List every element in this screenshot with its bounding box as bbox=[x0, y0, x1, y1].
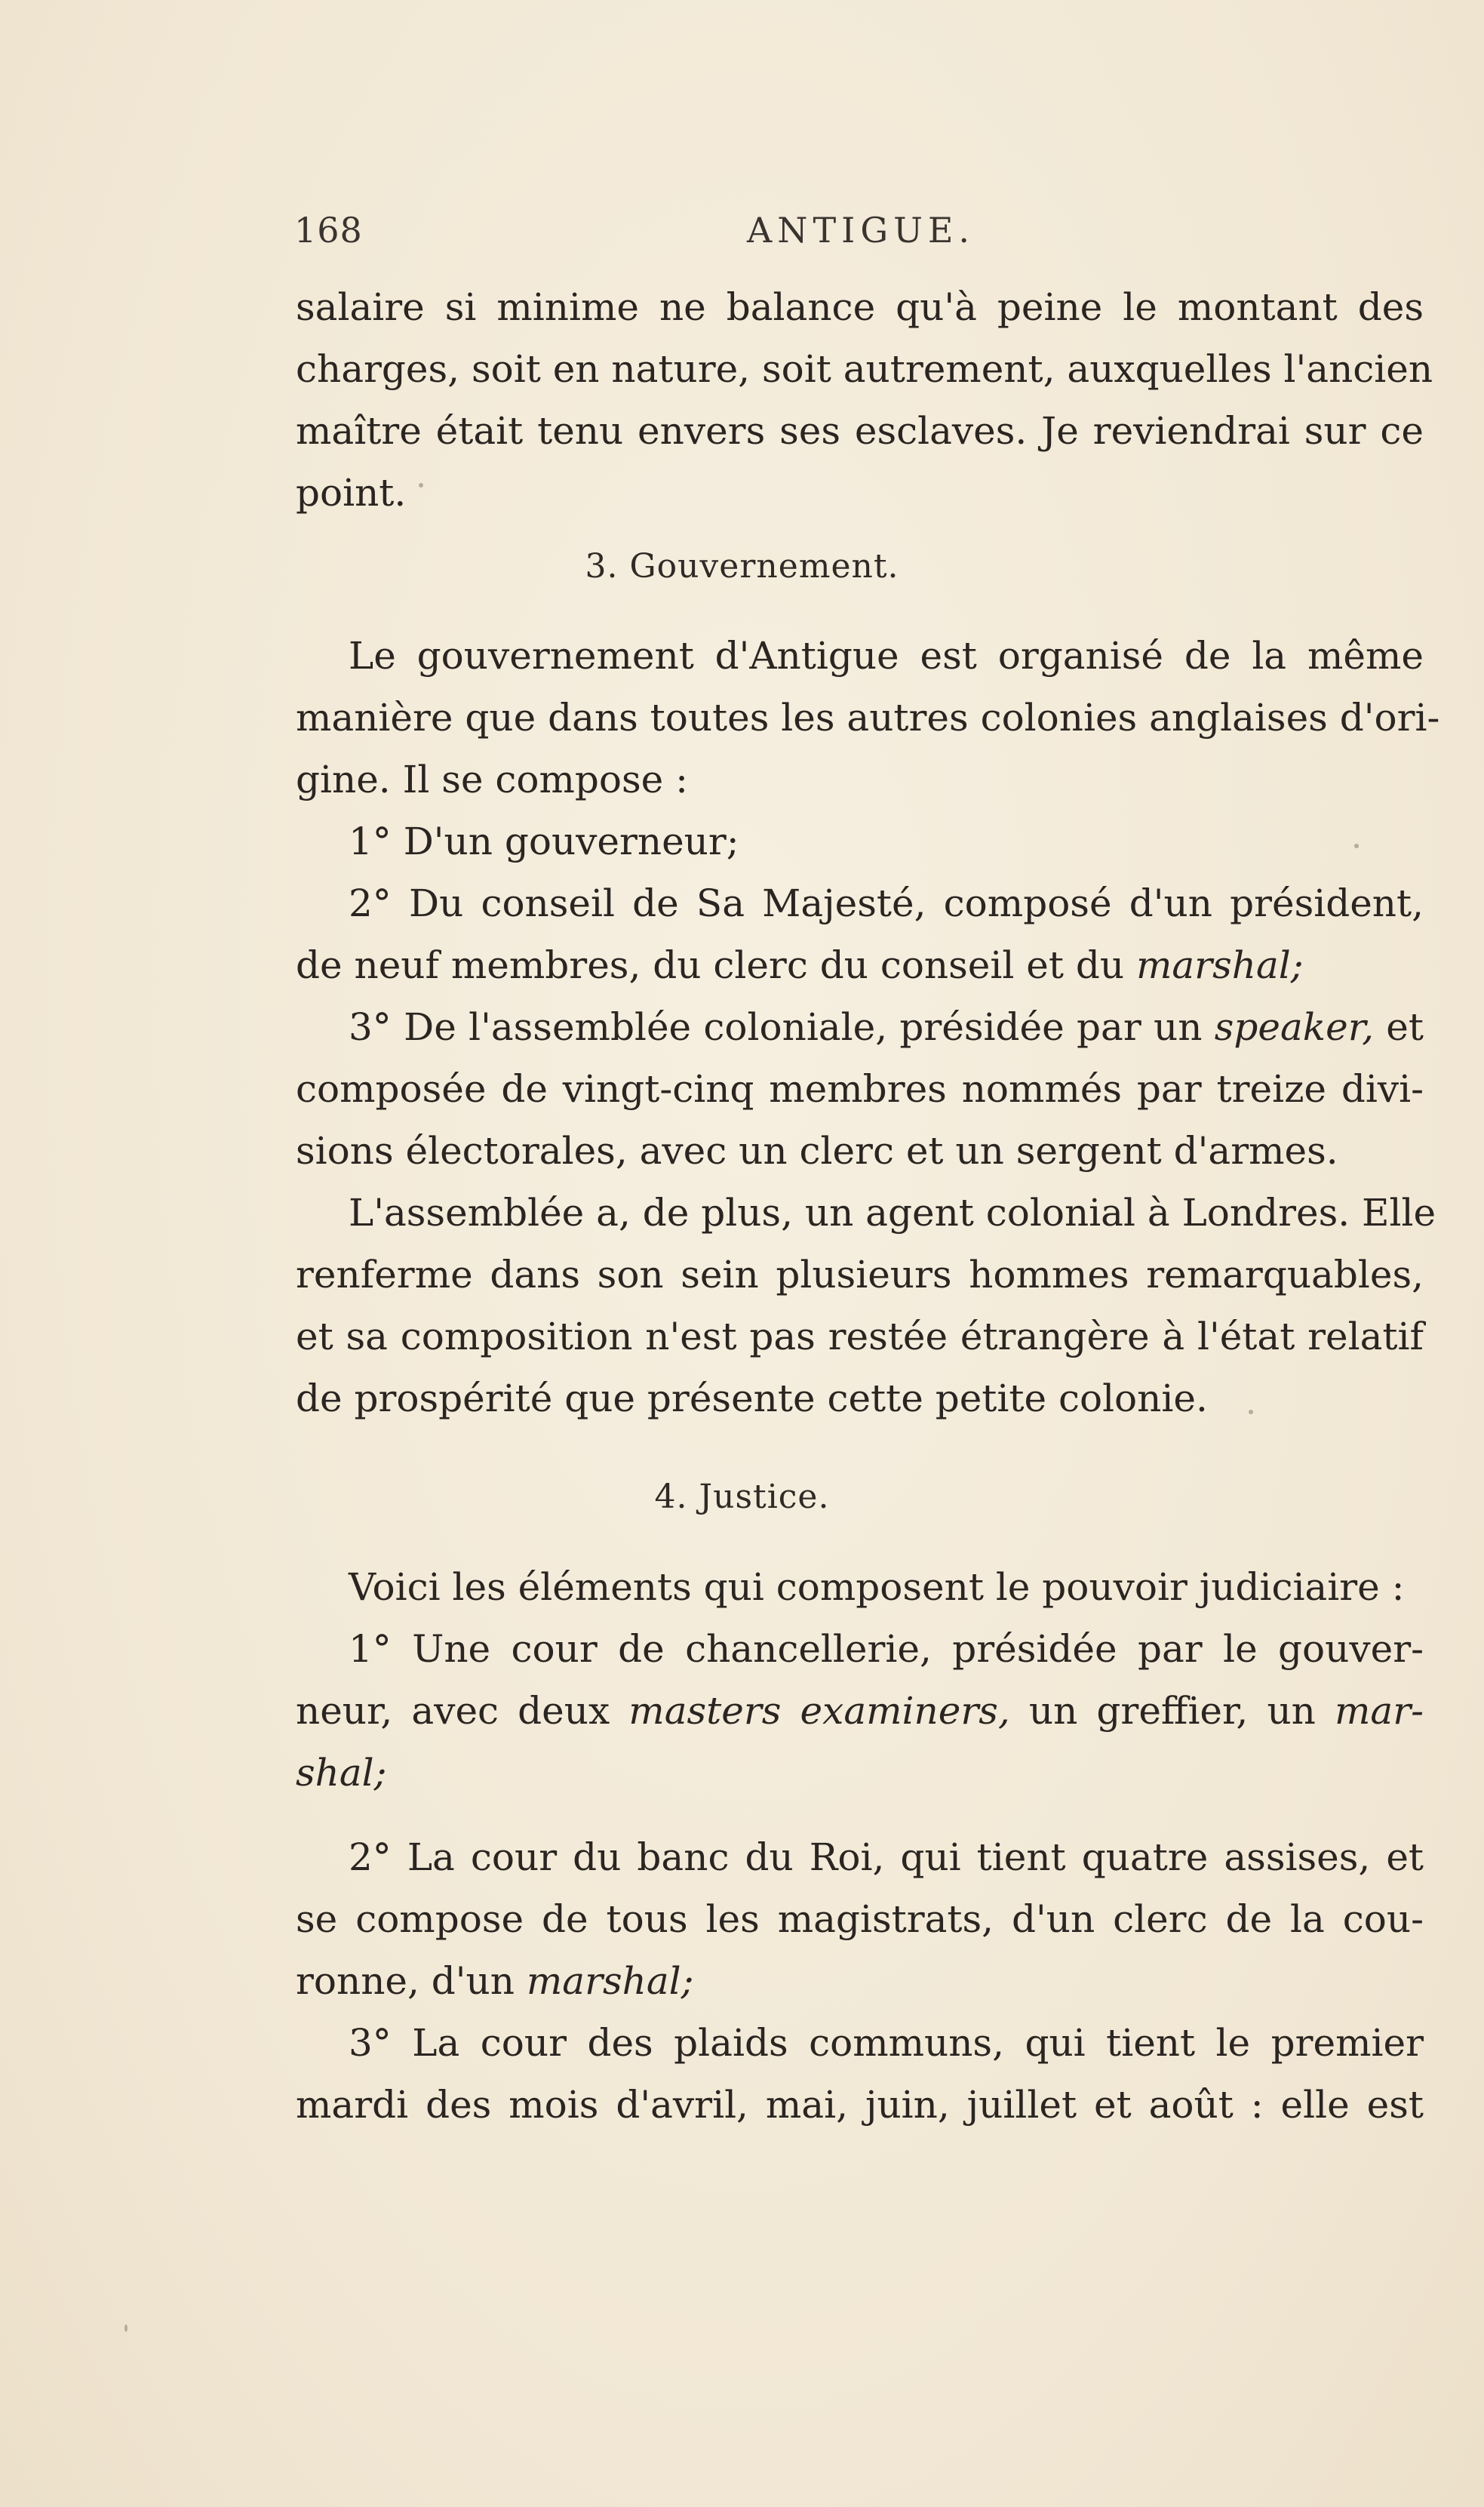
italic-term: mar- bbox=[1334, 1689, 1424, 1733]
text-segment: de neuf membres, du clerc du conseil et du bbox=[296, 943, 1125, 987]
italic-term: masters examiners, bbox=[628, 1689, 1010, 1733]
paragraph-continued bbox=[296, 276, 1433, 524]
text-line: Le gouvernement d'Antigue est organisé de la même bbox=[349, 634, 1424, 678]
text-segment: ronne, d'un bbox=[296, 1959, 515, 2003]
section-heading-justice: 4. Justice. bbox=[654, 1478, 830, 1516]
paper-speck bbox=[419, 483, 423, 488]
page-header bbox=[294, 210, 1426, 263]
text-line bbox=[296, 1680, 1424, 1742]
text-line: manière que dans toutes les autres colonies anglaises d'ori- bbox=[296, 696, 1440, 740]
text-line: composée de vingt-cinq membres nommés par treize divi- bbox=[296, 1067, 1424, 1111]
section-heading-gouvernement: 3. Gouvernement. bbox=[585, 547, 899, 586]
text-line: charges, soit en nature, soit autrement, auxquelles l'ancien bbox=[296, 347, 1433, 391]
text-line: 2° La cour du banc du Roi, qui tient quatre assises, et bbox=[349, 1835, 1424, 1879]
paper-speck bbox=[124, 2324, 128, 2332]
text-line: de prospérité que présente cette petite colonie. bbox=[296, 1377, 1208, 1420]
paper-speck bbox=[1354, 844, 1359, 848]
text-line: L'assemblée a, de plus, un agent colonial à Londres. Elle bbox=[349, 1191, 1436, 1235]
text-line: renferme dans son sein plusieurs hommes remarquables, bbox=[296, 1253, 1424, 1297]
text-segment: 3° De l'assemblée coloniale, présidée par un bbox=[349, 1005, 1203, 1049]
text-line: 3° La cour des plaids communs, qui tient le premier bbox=[349, 2021, 1424, 2065]
text-line bbox=[296, 934, 1424, 996]
text-line: sions électorales, avec un clerc et un sergent d'armes. bbox=[296, 1129, 1338, 1173]
text-line: mardi des mois d'avril, mai, juin, juillet et août : elle est bbox=[296, 2083, 1424, 2127]
text-line: gine. Il se compose : bbox=[296, 758, 688, 801]
text-segment: neur, avec deux bbox=[296, 1689, 610, 1733]
text-segment: et bbox=[1386, 1005, 1424, 1049]
italic-term: speaker, bbox=[1214, 1005, 1374, 1049]
section-gouvernement-body bbox=[296, 625, 1440, 1429]
italic-term: marshal; bbox=[526, 1959, 694, 2003]
text-line: salaire si minime ne balance qu'à peine le montant des bbox=[296, 285, 1424, 329]
text-line bbox=[296, 996, 1424, 1058]
italic-term: shal; bbox=[296, 1751, 387, 1795]
running-title: ANTIGUE. bbox=[747, 210, 976, 251]
text-line: 1° D'un gouverneur; bbox=[349, 820, 739, 863]
italic-term: marshal; bbox=[1135, 943, 1304, 987]
paper-speck bbox=[1249, 1410, 1253, 1414]
text-line bbox=[296, 1742, 1424, 1804]
text-line: se compose de tous les magistrats, d'un clerc de la cou- bbox=[296, 1897, 1424, 1941]
text-line: 2° Du conseil de Sa Majesté, composé d'un président, bbox=[349, 881, 1424, 925]
text-line: 1° Une cour de chancellerie, présidée par le gouver- bbox=[349, 1627, 1424, 1671]
text-segment: un greffier, un bbox=[1028, 1689, 1316, 1733]
text-line bbox=[296, 1950, 1424, 2012]
section-justice-body bbox=[296, 1556, 1424, 2136]
text-line: maître était tenu envers ses esclaves. Je reviendrai sur ce bbox=[296, 409, 1424, 453]
text-line: Voici les éléments qui composent le pouvoir judiciaire : bbox=[349, 1565, 1405, 1609]
page-number: 168 bbox=[294, 210, 363, 251]
text-line: point. bbox=[296, 471, 407, 515]
text-line: et sa composition n'est pas restée étrangère à l'état relatif bbox=[296, 1315, 1424, 1358]
